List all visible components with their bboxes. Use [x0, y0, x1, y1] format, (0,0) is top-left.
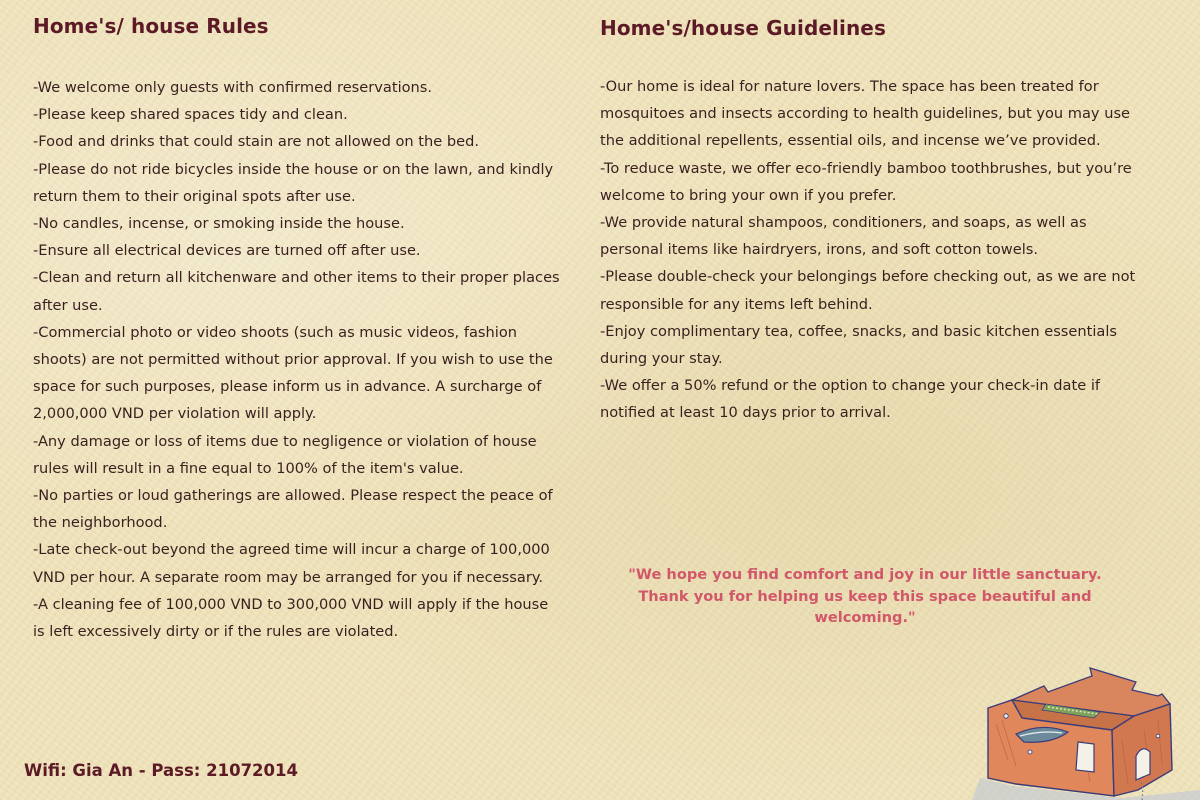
guideline-item: -Our home is ideal for nature lovers. The space has been treated for mosquitoes and insects according to health guidelines, but you may use the additional repellents, essential oils, and incense we’ve provided. — [600, 78, 1131, 150]
guidelines-list — [600, 73, 1145, 427]
rule-item: -A cleaning fee of 100,000 VND to 300,000 VND will apply if the house is left excessively dirty or if the rules are violated. — [33, 595, 549, 641]
rule-item: -Please keep shared spaces tidy and clean. — [33, 106, 348, 124]
closing-quote: "We hope you find comfort and joy in our little sanctuary. Thank you for helping us keep this space beautiful and welcoming." — [628, 566, 1102, 626]
guideline-item: -Enjoy complimentary tea, coffee, snacks, and basic kitchen essentials during your stay. — [600, 322, 1118, 368]
guideline-item: -We provide natural shampoos, conditioners, and soaps, as well as personal items like hairdryers, irons, and soft cotton towels. — [600, 214, 1087, 259]
wifi-info: Wifi: Gia An - Pass: 21072014 — [24, 761, 298, 780]
house-illustration-icon — [972, 660, 1200, 800]
rules-heading: Home's/ house Rules — [33, 14, 269, 38]
rule-item: -Ensure all electrical devices are turned off after use. — [33, 242, 421, 260]
rule-item: -Any damage or loss of items due to negligence or violation of house rules will result in a fine equal to 100% of the item's value. — [33, 432, 537, 477]
rule-item: -Food and drinks that could stain are not allowed on the bed. — [33, 133, 480, 151]
guideline-item: -Please double-check your belongings before checking out, as we are not responsible for any items left behind. — [600, 268, 1136, 313]
rule-item: -No parties or loud gatherings are allowed. Please respect the peace of the neighborhood. — [33, 487, 553, 532]
rule-item: -No candles, incense, or smoking inside the house. — [33, 215, 405, 233]
rule-item: -Clean and return all kitchenware and other items to their proper places after use. — [33, 269, 560, 314]
rule-item: -Please do not ride bicycles inside the house or on the lawn, and kindly return them to their original spots after use. — [33, 160, 554, 205]
rules-list — [33, 74, 563, 645]
rule-item: -Commercial photo or video shoots (such as music videos, fashion shoots) are not permitted without prior approval. If you wish to use the space for such purposes, please inform us in advance. A surcharge of 2,000,000 VND per violation will apply. — [33, 323, 553, 423]
guideline-item: -To reduce waste, we offer eco-friendly bamboo toothbrushes, but you’re welcome to bring your own if you prefer. — [600, 159, 1132, 204]
guidelines-heading: Home's/house Guidelines — [600, 16, 886, 40]
guideline-item: -We offer a 50% refund or the option to change your check-in date if notified at least 10 days prior to arrival. — [600, 377, 1101, 422]
rule-item: -We welcome only guests with confirmed reservations. — [33, 79, 433, 96]
rule-item: -Late check-out beyond the agreed time will incur a charge of 100,000 VND per hour. A separate room may be arranged for you if necessary. — [33, 541, 550, 586]
